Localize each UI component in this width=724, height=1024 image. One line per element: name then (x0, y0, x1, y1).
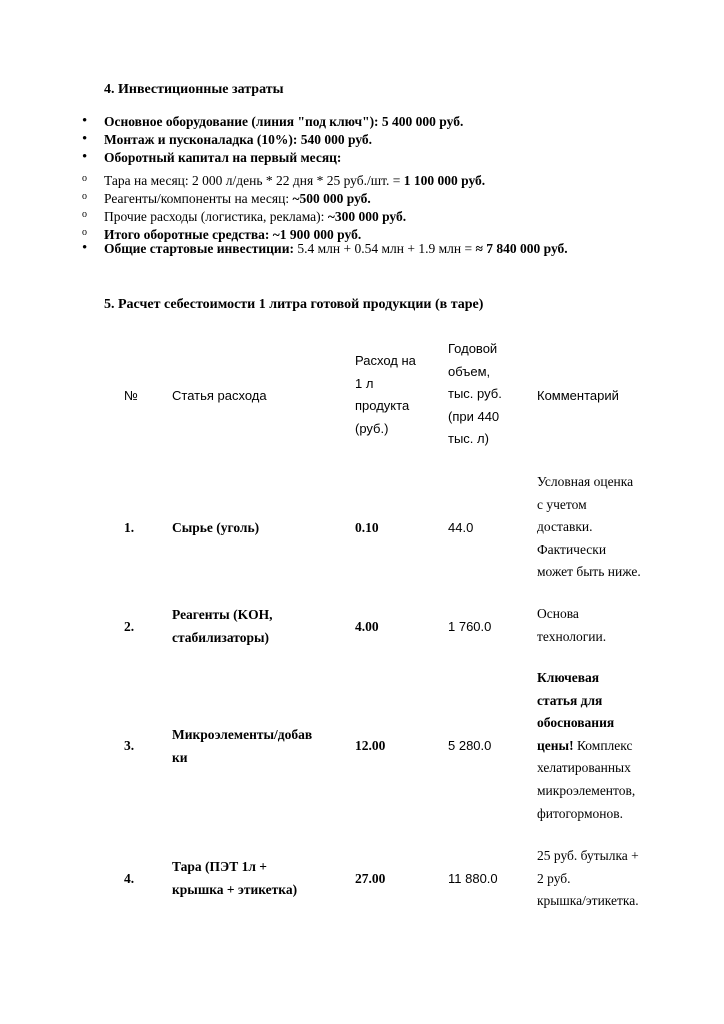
comment-line: хелатированных (537, 760, 631, 776)
comment-line: Ключевая (537, 670, 600, 685)
row-number: 4. (124, 871, 135, 886)
comment-line: обоснования (537, 715, 615, 731)
row-annual: 44.0 (448, 520, 474, 535)
comment-line: 2 руб. (537, 870, 571, 886)
circle-bullet-icon: o (82, 191, 87, 202)
row-item-line: Микроэлементы/добав (172, 727, 313, 742)
comment-line: статья для (537, 692, 603, 708)
row-cost: 4.00 (355, 619, 379, 634)
row-number: 3. (124, 738, 135, 753)
header-line: тыс. л) (448, 431, 489, 446)
bullet-icon: • (82, 113, 88, 129)
comment-line: технологии. (537, 628, 607, 644)
sub-bullet-value: ~300 000 руб. (327, 209, 407, 224)
row-item (172, 724, 352, 769)
total-label: Общие стартовые инвестиции: (104, 241, 294, 256)
bullet-icon: • (82, 240, 88, 256)
sub-bullet-text: Прочие расходы (логистика, реклама): (104, 209, 328, 224)
circle-bullet-icon: o (82, 209, 87, 220)
sub-bullet-value: 1 100 000 руб. (403, 173, 486, 188)
comment-line-rest: Комплекс (573, 737, 633, 753)
comment-line: микроэлементов, (537, 782, 636, 798)
bullet-icon: • (82, 131, 88, 147)
comment-line: с учетом (537, 496, 587, 512)
row-cost: 12.00 (355, 738, 386, 753)
comment-line: фитогормонов. (537, 805, 623, 821)
header-per-liter (355, 350, 435, 440)
comment-line: цены! (537, 737, 574, 753)
row-annual: 11 880.0 (448, 871, 498, 886)
row-comment (537, 845, 657, 913)
section-5-title: 5. Расчет себестоимости 1 литра готовой продукции (в таре) (104, 297, 484, 312)
comment-line: крышка/этикетка. (537, 893, 639, 909)
row-item-line: Реагенты (KOH, (172, 607, 273, 622)
header-comment: Комментарий (537, 388, 619, 403)
row-item (172, 604, 347, 649)
header-number: № (124, 388, 138, 403)
row-annual: 5 280.0 (448, 738, 492, 753)
row-number: 2. (124, 619, 135, 634)
header-line: тыс. руб. (448, 386, 502, 401)
total-formula: 5.4 млн + 0.54 млн + 1.9 млн = (293, 241, 476, 256)
sub-bullet-text: Тара на месяц: 2 000 л/день * 22 дня * 25 руб./шт. = (104, 173, 404, 188)
bullet-icon: • (82, 149, 88, 165)
section-4-title: 4. Инвестиционные затраты (104, 82, 284, 97)
row-cost: 27.00 (355, 871, 386, 886)
comment-line: Условная оценка (537, 474, 634, 489)
comment-line: может быть ниже. (537, 564, 641, 580)
total-value: ≈ 7 840 000 руб. (475, 241, 568, 256)
header-line: (руб.) (355, 420, 389, 436)
header-line: Расход на (355, 353, 416, 368)
row-annual: 1 760.0 (448, 619, 492, 634)
comment-line: доставки. (537, 519, 593, 535)
header-line: объем, (448, 363, 491, 379)
comment-line: 25 руб. бутылка + (537, 848, 639, 863)
header-line: Годовой (448, 341, 498, 356)
circle-bullet-icon: o (82, 173, 87, 184)
row-item-line: крышка + этикетка) (172, 881, 298, 897)
header-annual (448, 338, 528, 451)
sub-bullet-value: ~500 000 руб. (292, 191, 371, 206)
row-item-line: Тара (ПЭТ 1л + (172, 859, 267, 874)
bullet-text: Монтаж и пусконаладка (10%): 540 000 руб. (104, 132, 373, 147)
sub-bullet-text: Реагенты/компоненты на месяц: (104, 191, 293, 206)
header-line: продукта (355, 398, 410, 413)
row-cost: 0.10 (355, 520, 379, 535)
bullet-text: Основное оборудование (линия "под ключ"): 5 400 000 руб. (104, 114, 464, 129)
circle-bullet-icon: o (82, 227, 87, 238)
header-line: 1 л (355, 375, 374, 391)
row-item-line: стабилизаторы) (172, 629, 269, 645)
header-line: (при 440 (448, 408, 500, 424)
comment-line: Фактически (537, 541, 607, 557)
row-number: 1. (124, 520, 135, 535)
sub-bullet-value: Итого оборотные средства: ~1 900 000 руб. (104, 227, 362, 242)
bullet-text: Оборотный капитал на первый месяц: (104, 150, 342, 165)
row-item (172, 856, 352, 901)
row-item: Сырье (уголь) (172, 520, 260, 535)
row-comment (537, 471, 657, 584)
header-item: Статья расхода (172, 388, 267, 403)
row-comment (537, 603, 657, 648)
comment-line: Основа (537, 606, 579, 621)
row-item-line: ки (172, 749, 188, 765)
row-comment (537, 667, 657, 825)
